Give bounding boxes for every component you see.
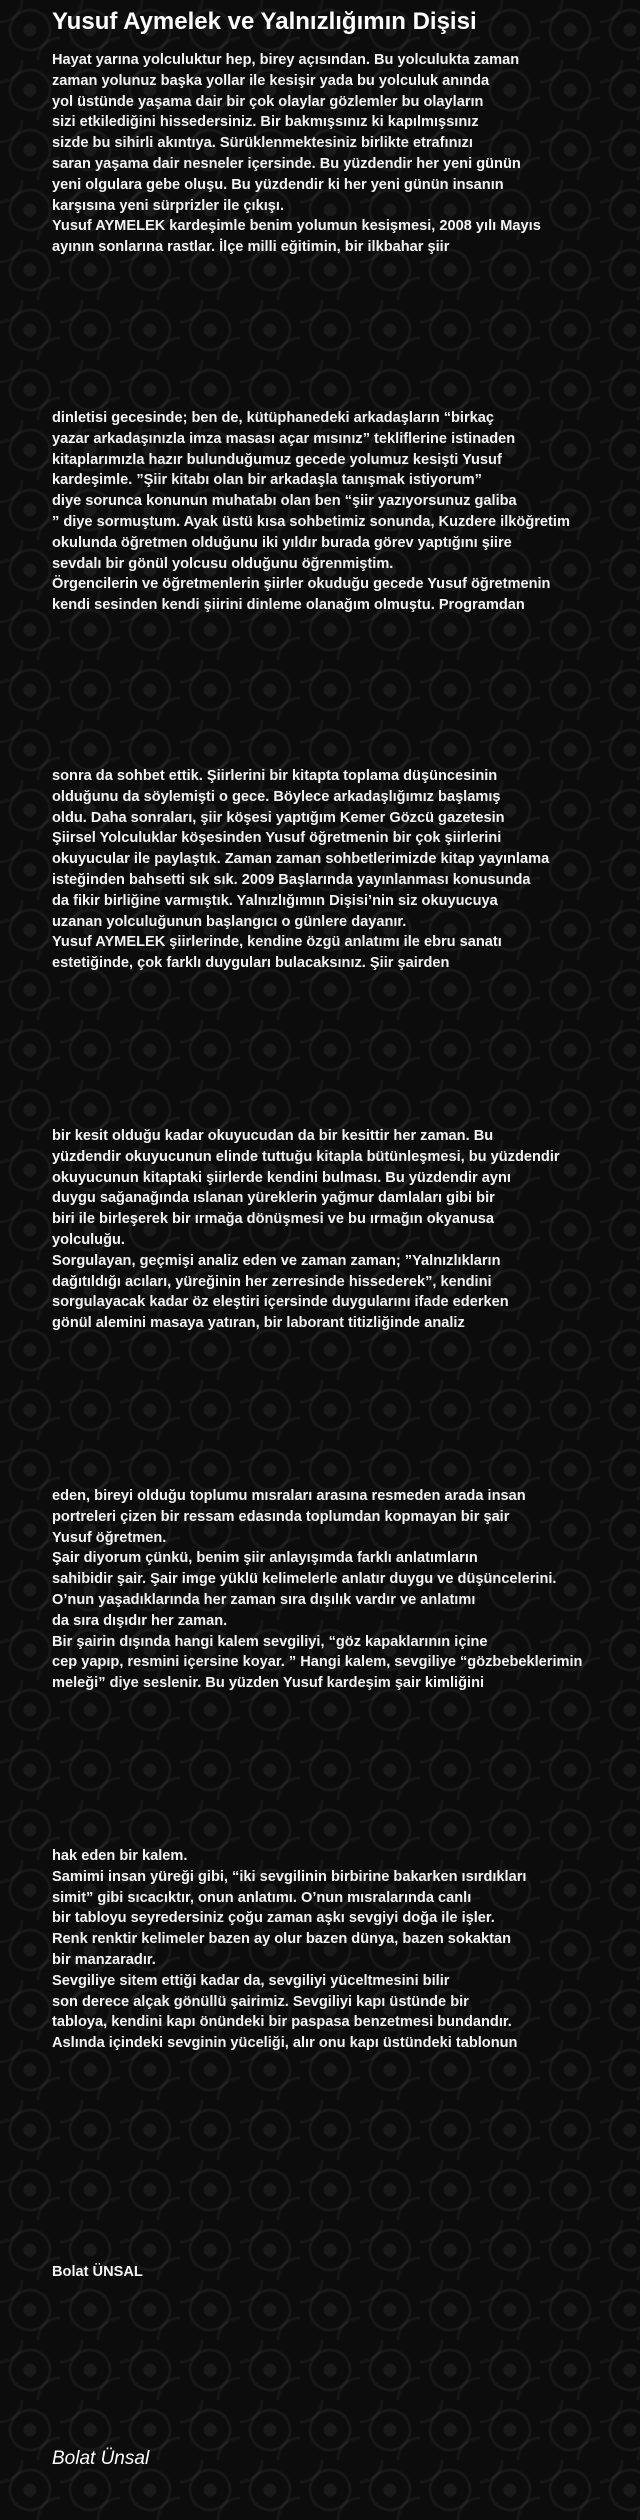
text-line: ” diye sormuştum. Ayak üstü kısa sohbetimiz sonunda, Kuzdere ilköğretim (52, 513, 570, 530)
text-line: sizde bu sihirli akıntıya. Sürüklenmektesiniz birlikte etrafınızı (52, 135, 473, 152)
text-line: Renk renktir kelimeler bazen ay olur bazen dünya, bazen sokaktan (52, 1931, 512, 1948)
text-line: Yusuf AYMELEK şiirlerinde, kendine özgü anlatımı ile ebru sanatı (52, 934, 502, 951)
text-line: Hayat yarına yolculuktur hep, birey açısından. Bu yolculukta zaman (52, 52, 520, 68)
text-line: Bir şairin dışında hangi kalem sevgiliyi, “göz kapaklarının içine (52, 1633, 488, 1650)
author-name: Bolat ÜNSAL (52, 2264, 143, 2280)
text-line: zaman yolunuz başka yollar ile kesişir yada bu yolculuk anında (52, 72, 490, 89)
text-block-1 (52, 50, 541, 258)
text-line: diye sorunca konunun muhatabı olan ben “şiir yazıyorsunuz galiba (52, 493, 517, 510)
text-line: dağıtıldığı acıları, yüreğinin her zerresinde hissederek”, kendini (52, 1273, 492, 1290)
text-line: cep yapıp, resmini içersine koyar. ” Hangi kalem, sevgiliye “gözbebeklerimin (52, 1654, 583, 1671)
text-line: olduğunu da söylemişti o gece. Böylece arkadaşlığımız başlamış (52, 788, 501, 805)
text-block-4 (52, 1126, 560, 1334)
text-line: uzanan yolculuğunun başlangıcı o günlere dayanır. (52, 913, 407, 930)
text-line: Örgencilerin ve öğretmenlerin şiirler okuduğu gecede Yusuf öğretmenin (52, 576, 551, 593)
text-line: ayının sonlarına rastlar. İlçe milli eğitimin, bir ilkbahar şiir (52, 239, 450, 256)
text-line: tabloya, kendini kapı önündeki bir paspasa benzetmesi bundandır. (52, 2014, 512, 2031)
text-line: bir tabloyu seyredersiniz çoğu zaman aşkı sevgiyi doğa ile işler. (52, 1910, 495, 1927)
text-line: gönül alemini masaya yatıran, bir laborant titizliğinde analiz (52, 1315, 465, 1332)
text-line: karşısına yeni sürprizler ile çıkışı. (52, 197, 285, 214)
text-line: okuyucular ile paylaştık. Zaman zaman sohbetlerimizde kitap yayınlama (52, 851, 550, 868)
text-line: yolculuğu. (52, 1231, 125, 1248)
page-title: Yusuf Aymelek ve Yalnızlığımın Dişisi (52, 8, 477, 35)
text-line: hak eden bir kalem. (52, 1848, 188, 1864)
text-line: Samimi insan yüreği gibi, “iki sevgilinin birbirine bakarken ısırdıkları (52, 1868, 527, 1885)
text-line: simit” gibi sıcacıktır, onun anlatımı. O’nun mısralarında canlı (52, 1889, 472, 1906)
text-line: eden, bireyi olduğu toplumu mısraları arasına resmeden arada insan (52, 1488, 526, 1504)
text-line: Yusuf AYMELEK kardeşimle benim yolumun kesişmesi, 2008 yılı Mayıs (52, 218, 541, 235)
author-block (52, 2262, 143, 2283)
text-line: sevdalı bir gönül yolcusu olduğunu öğrenmiştim. (52, 555, 394, 572)
text-line: Yusuf öğretmen. (52, 1529, 167, 1546)
text-line: Aslında içindeki sevginin yüceliği, alır onu kapı üstündeki tablonun (52, 2035, 518, 2052)
text-line: yüzdendir okuyucunun elinde tuttuğu kitapla bütünleşmesi, bu yüzdendir (52, 1148, 560, 1165)
text-line: biri ile birleşerek bir ırmağa dönüşmesi ve bu ırmağın okyanusa (52, 1211, 495, 1228)
text-block-2 (52, 408, 570, 616)
text-line: Şiirsel Yolculuklar köşesinden Yusuf öğretmenin bir çok şiirlerini (52, 830, 502, 847)
text-line: okuyucunun kitaptaki şiirlerde kendini bulması. Bu yüzdendir aynı (52, 1169, 511, 1186)
text-line: oldu. Daha sonraları, şiir köşesi yaptığım Kemer Gözcü gazetesin (52, 809, 505, 826)
text-line: duygu sağanağında ıslanan yüreklerin yağmur damlaları gibi bir (52, 1190, 495, 1207)
text-block-5 (52, 1486, 582, 1694)
text-line: bir manzaradır. (52, 1951, 156, 1968)
text-line: sahibidir şair. Şair imge yüklü kelimelerle anlatır duygu ve düşüncelerini. (52, 1571, 557, 1588)
text-line: sonra da sohbet ettik. Şiirlerini bir kitapta toplama düşüncesinin (52, 768, 498, 784)
text-block-3 (52, 766, 549, 974)
text-line: O’nun yaşadıklarında her zaman sıra dışılık vardır ve anlatımı (52, 1591, 476, 1608)
text-line: kitaplarımızla hazır bulunduğumuz gecede yolumuz kesişti Yusuf (52, 451, 502, 468)
text-line: sorgulayacak kadar öz eleştiri içersinde duygularını ifade ederken (52, 1294, 509, 1311)
text-line: son derece alçak gönüllü şairimiz. Sevgiliyi kapı üstünde bir (52, 1993, 469, 2010)
text-line: meleği” diye seslenir. Bu yüzden Yusuf kardeşim şair kimliğini (52, 1675, 485, 1692)
text-line: da sıra dışıdır her zaman. (52, 1612, 228, 1629)
text-line: portreleri çizen bir ressam edasında toplumdan kopmayan bir şair (52, 1508, 510, 1525)
text-line: kendi sesinden kendi şiirini dinleme olanağım olmuştu. Programdan (52, 597, 525, 614)
text-line: isteğinden bahsetti sık sık. 2009 Başlarında yayınlanması konusunda (52, 871, 531, 888)
text-line: da fikir birliğine varmıştık. Yalnızlığımın Dişisi’nin siz okuyucuya (52, 892, 498, 909)
text-line: saran yaşama dair nesneler içersinde. Bu yüzdendir her yeni günün (52, 155, 521, 172)
text-line: Sorgulayan, geçmişi analiz eden ve zaman zaman; ”Yalnızlıkların (52, 1252, 501, 1269)
text-line: yol üstünde yaşama dair bir çok olaylar gözlemler bu olayların (52, 93, 484, 110)
text-line: estetiğinde, çok farklı duyguları bulacaksınız. Şiir şairden (52, 955, 450, 972)
text-block-6 (52, 1846, 526, 2054)
text-line: dinletisi gecesinde; ben de, kütüphanedeki arkadaşların “birkaç (52, 410, 495, 426)
text-line: Sevgiliye sitem ettiği kadar da, sevgiliyi yüceltmesini bilir (52, 1972, 450, 1989)
signature: Bolat Ünsal (52, 2448, 150, 2469)
text-line: bir kesit olduğu kadar okuyucudan da bir kesittir her zaman. Bu (52, 1128, 494, 1144)
text-line: okulunda öğretmen olduğunu iki yıldır burada görev yaptığını şiire (52, 534, 512, 551)
text-line: kardeşimle. ”Şiir kitabı olan bir arkadaşla tanışmak istiyorum” (52, 472, 482, 489)
text-line: Şair diyorum çünkü, benim şiir anlayışımda farklı anlatımların (52, 1550, 478, 1567)
text-line: yeni olgulara gebe oluşu. Bu yüzdendir ki her yeni günün insanın (52, 176, 504, 193)
text-line: yazar arkadaşınızla imza masası açar mısınız” tekliflerine istinaden (52, 430, 516, 447)
text-line: sizi etkilediğini hissedersiniz. Bir bakmışsınız ki kapılmışsınız (52, 114, 479, 131)
